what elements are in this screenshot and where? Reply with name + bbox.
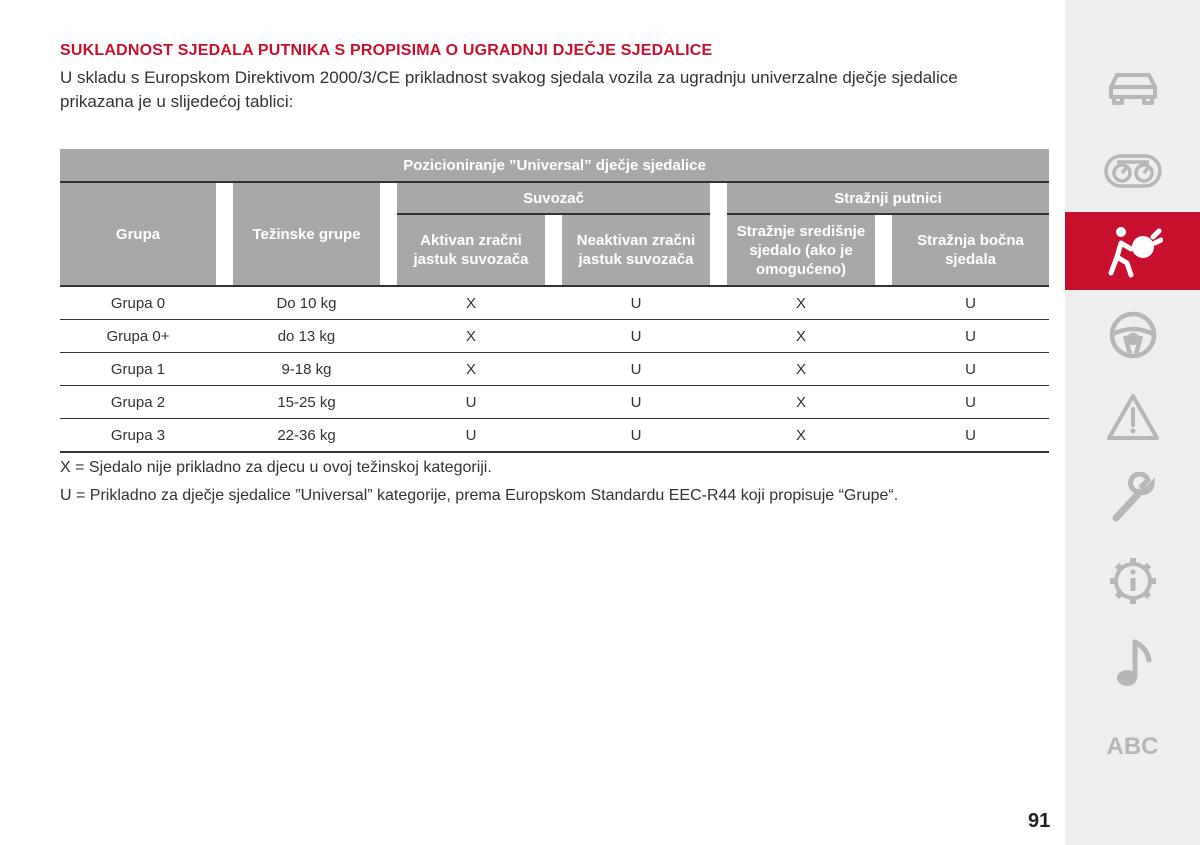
header-col-rear-center: Stražnje središnje sjedalo (ako je omogućeno) [727,214,875,286]
page-number: 91 [1028,810,1051,832]
cell-inactive-airbag: U [562,320,710,353]
dashboard-icon[interactable] [1065,132,1200,210]
cell-rear-side: U [892,320,1049,353]
cell-active-airbag: X [397,286,545,320]
child-seat-table [60,149,1049,453]
music-note-icon[interactable] [1065,624,1200,702]
cell-rear-side: U [892,386,1049,419]
cell-group: Grupa 1 [60,353,216,386]
cell-rear-center: X [727,419,875,453]
table-title: Pozicioniranje ”Universal” dječje sjedalice [60,149,1049,182]
cell-active-airbag: U [397,386,545,419]
legend-x: X = Sjedalo nije prikladno za djecu u ovoj težinskoj kategoriji. [60,459,492,476]
cell-inactive-airbag: U [562,353,710,386]
abc-index-icon[interactable] [1065,708,1200,786]
header-gap [710,182,727,214]
cell-rear-center: X [727,353,875,386]
table-row [60,320,1049,353]
cell-weight: 15-25 kg [233,386,380,419]
header-col-inactive-airbag: Neaktivan zračni jastuk suvozača [562,214,710,286]
steering-wheel-icon[interactable] [1065,296,1200,374]
table-row [60,286,1049,320]
cell-rear-side: U [892,419,1049,453]
info-gear-icon[interactable] [1065,542,1200,620]
cell-group: Grupa 3 [60,419,216,453]
cell-rear-center: X [727,286,875,320]
header-col-active-airbag: Aktivan zračni jastuk suvozača [397,214,545,286]
chapter-sidebar [1065,0,1200,845]
cell-weight: 22-36 kg [233,419,380,453]
cell-weight: Do 10 kg [233,286,380,320]
cell-weight: do 13 kg [233,320,380,353]
header-gap [380,182,397,286]
header-suvozac: Suvozač [397,182,710,214]
intro-paragraph: U skladu s Europskom Direktivom 2000/3/CE prikladnost svakog sjedala vozila za ugradnju univerzalne dječje sjedalice prikazana je u slijedećoj tablici: [60,68,958,111]
abc-label: ABC [1106,733,1159,760]
cell-inactive-airbag: U [562,386,710,419]
table-row [60,386,1049,419]
warning-icon[interactable] [1065,378,1200,456]
page-content [60,40,1050,504]
header-gap [710,214,727,286]
table-legend [60,454,898,510]
legend-u: U = Prikladno za dječje sjedalice ”Universal” kategorije, prema Europskom Standardu EEC-R44 koji propisuje “Grupe“. [60,487,899,504]
table-row [60,353,1049,386]
cell-active-airbag: U [397,419,545,453]
header-rear: Stražnji putnici [727,182,1049,214]
car-icon[interactable] [1065,48,1200,126]
cell-group: Grupa 0+ [60,320,216,353]
header-weight: Težinske grupe [233,182,380,286]
cell-group: Grupa 0 [60,286,216,320]
airbag-icon[interactable] [1065,212,1200,290]
section-heading: SUKLADNOST SJEDALA PUTNIKA S PROPISIMA O UGRADNJI DJEČJE SJEDALICE [60,42,713,59]
cell-inactive-airbag: U [562,286,710,320]
cell-rear-side: U [892,286,1049,320]
wrench-icon[interactable] [1065,460,1200,538]
header-col-rear-side: Stražnja bočna sjedala [892,214,1049,286]
header-gap [216,182,233,286]
header-gap [875,214,892,286]
cell-active-airbag: X [397,353,545,386]
header-gap [545,214,562,286]
table-row [60,419,1049,453]
cell-rear-center: X [727,386,875,419]
cell-active-airbag: X [397,320,545,353]
cell-rear-side: U [892,353,1049,386]
cell-rear-center: X [727,320,875,353]
cell-inactive-airbag: U [562,419,710,453]
cell-weight: 9-18 kg [233,353,380,386]
cell-group: Grupa 2 [60,386,216,419]
header-group: Grupa [60,182,216,286]
